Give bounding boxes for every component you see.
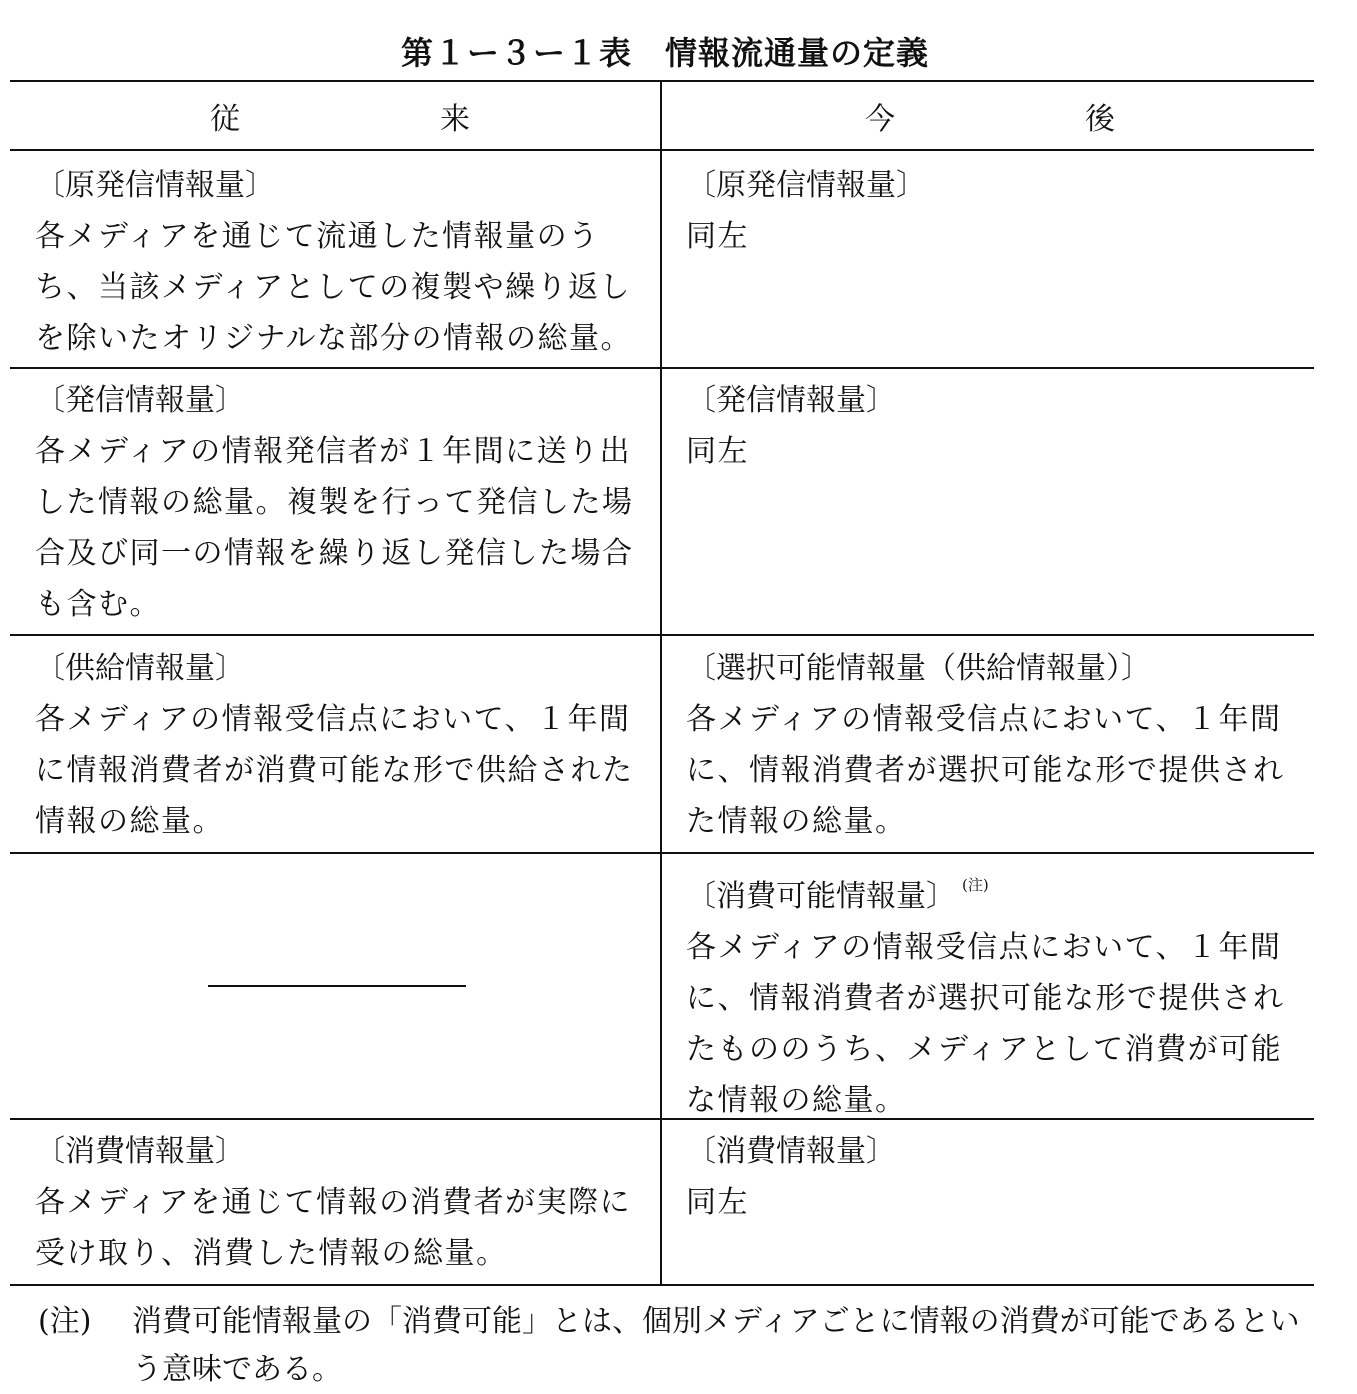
row-divider-1: [10, 367, 1314, 369]
row-3-past-term: 〔供給情報量〕: [35, 651, 245, 686]
row-3-future-term: 〔選択可能情報量（供給情報量）〕: [686, 651, 1151, 686]
row-1-future-definition: 同左: [686, 219, 749, 254]
row-5-past: [35, 1126, 647, 1279]
row-2-future-definition: 同左: [686, 434, 749, 469]
header-past-char-2: 来: [440, 102, 470, 137]
row-2-future-term: 〔発信情報量〕: [686, 383, 896, 418]
column-divider: [660, 82, 662, 1284]
definition-table: [10, 80, 1314, 1286]
row-3-future-definition: 各メディアの情報受信点において、１年間に、情報消費者が選択可能な形で提供された情報の総量。: [686, 702, 1285, 839]
row-2-past-definition: 各メディアの情報発信者が１年間に送り出した情報の総量。複製を行って発信した場合及び同一の情報を繰り返し発信した場合も含む。: [35, 434, 634, 622]
row-1-past-term: 〔原発信情報量〕: [35, 168, 275, 203]
row-3-past-definition: 各メディアの情報受信点において、１年間に情報消費者が消費可能な形で供給された情報の総量。: [35, 702, 634, 839]
row-5-past-term: 〔消費情報量〕: [35, 1134, 245, 1169]
row-3-future: [686, 643, 1296, 847]
row-2-past-term: 〔発信情報量〕: [35, 383, 245, 418]
row-4-future: [686, 860, 1296, 1126]
header-future-char-1: 今: [865, 102, 895, 137]
row-5-future-term: 〔消費情報量〕: [686, 1134, 896, 1169]
row-5-past-definition: 各メディアを通じて情報の消費者が実際に受け取り、消費した情報の総量。: [35, 1185, 632, 1271]
note-reference: (注): [962, 876, 989, 894]
row-2-future: [686, 375, 1296, 477]
row-1-future-term: 〔原発信情報量〕: [686, 168, 926, 203]
row-divider-2: [10, 634, 1314, 636]
row-4-future-term-line: [686, 860, 1296, 922]
row-1-past-definition: 各メディアを通じて流通した情報量のうち、当該メディアとしての複製や繰り返しを除いたオリジナルな部分の情報の総量。: [35, 219, 632, 356]
row-divider-4: [10, 1118, 1314, 1120]
footnote: [38, 1298, 1328, 1394]
footnote-text: 消費可能情報量の「消費可能」とは、個別メディアごとに情報の消費が可能であるという意味である。: [132, 1304, 1300, 1387]
row-1-future: [686, 160, 1296, 262]
row-divider-3: [10, 852, 1314, 854]
header-future: [865, 82, 1115, 150]
header-past-char-1: 従: [210, 102, 240, 137]
row-4-future-term: 〔消費可能情報量〕: [686, 879, 956, 914]
row-3-past: [35, 643, 647, 847]
footnote-label: (注): [38, 1304, 92, 1339]
row-5-future-definition: 同左: [686, 1185, 749, 1220]
empty-cell-dash: [208, 985, 466, 987]
row-5-future: [686, 1126, 1296, 1228]
header-divider: [10, 149, 1314, 151]
header-future-char-2: 後: [1085, 102, 1115, 137]
row-4-future-definition: 各メディアの情報受信点において、１年間に、情報消費者が選択可能な形で提供されたもののうち、メディアとして消費が可能な情報の総量。: [686, 930, 1285, 1118]
row-2-past: [35, 375, 647, 630]
table-title: 第１ー３ー１表 情報流通量の定義: [400, 34, 929, 72]
row-1-past: [35, 160, 647, 364]
header-past: [210, 82, 470, 150]
